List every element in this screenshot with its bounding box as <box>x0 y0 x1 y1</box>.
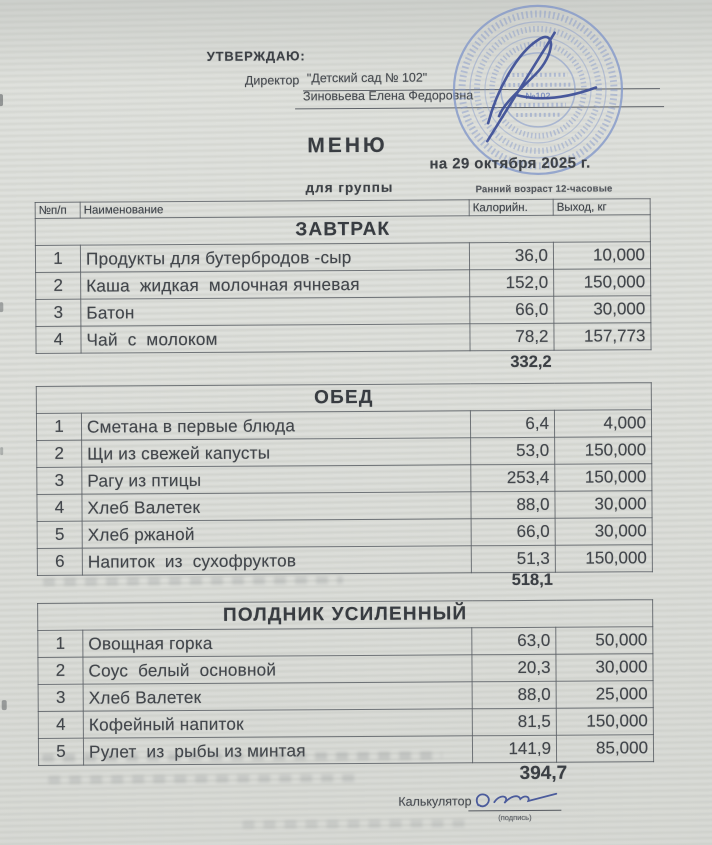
scan-edge-mark <box>0 94 3 106</box>
menu-date: на 29 октября 2025 г. <box>429 154 591 173</box>
signature-caption: (подпись) <box>498 812 532 823</box>
calories-cell: 88,0 <box>472 681 556 709</box>
calories-cell: 88,0 <box>471 491 555 519</box>
dish-name-cell: Чай с молоком <box>81 324 470 353</box>
calories-cell: 152,0 <box>470 269 554 297</box>
row-number-cell: 2 <box>36 272 81 299</box>
weight-cell: 50,000 <box>556 627 653 655</box>
table-row <box>37 437 652 468</box>
row-number-cell: 1 <box>36 413 81 440</box>
calories-cell: 141,9 <box>472 735 556 763</box>
table-row <box>38 708 653 739</box>
weight-cell: 150,000 <box>554 269 651 297</box>
calories-cell: 63,0 <box>472 627 556 655</box>
table-row <box>38 681 653 712</box>
bleedthrough-smudge <box>242 819 467 828</box>
group-value: Ранний возраст 12-часовые <box>475 183 613 196</box>
calories-cell: 81,5 <box>472 708 556 736</box>
section-title-snack: ПОЛДНИК УСИЛЕННЫЙ <box>38 600 653 631</box>
director-label: Директор <box>244 73 300 88</box>
table-row <box>37 518 652 549</box>
weight-cell: 10,000 <box>553 242 650 270</box>
dish-name-cell: Хлеб ржаной <box>82 519 471 548</box>
dish-name-cell: Каша жидкая молочная ячневая <box>81 270 470 299</box>
approve-heading: УТВЕРЖДАЮ: <box>206 48 306 64</box>
row-number-cell: 2 <box>37 440 82 467</box>
calories-cell: 78,2 <box>470 323 554 351</box>
bleedthrough-smudge <box>43 576 343 586</box>
dish-name-cell: Батон <box>81 297 470 326</box>
table-row <box>37 464 652 495</box>
row-number-cell: 5 <box>38 738 83 765</box>
dish-name-cell: Напиток из сухофруктов <box>82 546 471 575</box>
dish-name-cell: Хлеб Валетек <box>83 682 472 711</box>
dish-name-cell: Соус белый основной <box>83 655 472 684</box>
row-number-cell: 3 <box>38 684 83 711</box>
row-number-cell: 6 <box>37 548 82 575</box>
weight-cell: 150,000 <box>555 437 652 465</box>
row-number-cell: 4 <box>36 326 81 353</box>
weight-cell: 4,000 <box>554 410 651 438</box>
col-header-name: Наименование <box>80 200 469 218</box>
director-signature <box>458 20 629 156</box>
dish-name-cell: Рулет из рыбы из минтая <box>83 736 472 765</box>
weight-cell: 150,000 <box>555 545 652 573</box>
scan-edge-mark <box>0 302 3 312</box>
weight-cell: 30,000 <box>556 654 653 682</box>
weight-cell: 85,000 <box>556 735 653 763</box>
row-number-cell: 1 <box>35 245 80 272</box>
dish-name-cell: Щи из свежей капусты <box>82 438 471 467</box>
calories-cell: 20,3 <box>472 654 556 682</box>
row-number-cell: 5 <box>37 521 82 548</box>
weight-cell: 157,773 <box>554 323 651 351</box>
breakfast-table <box>35 198 652 354</box>
dish-name-cell: Хлеб Валетек <box>82 492 471 521</box>
stamp-number-text: №102 <box>525 90 551 101</box>
table-row <box>37 491 652 522</box>
weight-cell: 30,000 <box>555 518 652 546</box>
weight-cell: 30,000 <box>555 491 652 519</box>
table-row <box>35 242 650 273</box>
dish-name-cell: Сметана в первые блюда <box>81 411 470 440</box>
calories-cell: 66,0 <box>471 518 555 546</box>
weight-cell: 30,000 <box>554 296 651 324</box>
calculator-label: Калькулятор <box>398 794 472 809</box>
row-number-cell: 4 <box>38 711 83 738</box>
weight-cell: 150,000 <box>555 464 652 492</box>
dish-name-cell: Овощная горка <box>83 628 472 657</box>
row-number-cell: 3 <box>36 299 81 326</box>
row-number-cell: 4 <box>37 494 82 521</box>
director-name: Зиновьева Елена Федоровна <box>295 87 664 109</box>
dish-name-cell: Кофейный напиток <box>83 709 472 738</box>
row-number-cell: 2 <box>38 657 83 684</box>
col-header-weight: Выход, кг <box>553 199 650 216</box>
snack-total: 394,7 <box>519 762 568 785</box>
weight-cell: 25,000 <box>556 681 653 709</box>
table-row <box>37 545 652 576</box>
calories-cell: 66,0 <box>470 296 554 324</box>
row-number-cell: 3 <box>37 467 82 494</box>
scan-edge-mark <box>2 700 7 710</box>
group-label: для группы <box>305 179 394 196</box>
calories-cell: 253,4 <box>471 464 555 492</box>
table-row <box>38 654 653 685</box>
director-organization: "Детский сад № 102" <box>303 69 660 91</box>
row-number-cell: 1 <box>38 630 83 657</box>
lunch-table <box>36 382 653 576</box>
breakfast-total: 332,2 <box>510 352 552 372</box>
calories-cell: 6,4 <box>470 410 554 438</box>
table-row <box>38 627 653 658</box>
table-row <box>36 269 651 300</box>
lunch-total: 518,1 <box>511 570 554 590</box>
col-header-number: №п/п <box>35 202 80 218</box>
document-title: МЕНЮ <box>307 133 388 158</box>
section-title-breakfast: ЗАВТРАК <box>35 215 650 246</box>
col-header-calories: Калорийн. <box>469 199 553 216</box>
section-title-lunch: ОБЕД <box>36 383 651 414</box>
scan-edge-mark <box>0 447 3 455</box>
dish-name-cell: Продукты для бутербродов -сыр <box>80 243 469 272</box>
calories-cell: 36,0 <box>469 242 553 270</box>
weight-cell: 150,000 <box>556 708 653 736</box>
dish-name-cell: Рагу из птицы <box>82 465 471 494</box>
table-row <box>36 410 651 441</box>
bleedthrough-smudge <box>48 774 358 784</box>
table-row <box>36 323 651 354</box>
calories-cell: 51,3 <box>471 545 555 573</box>
snack-table <box>37 599 654 766</box>
calories-cell: 53,0 <box>471 437 555 465</box>
table-row <box>36 296 651 327</box>
